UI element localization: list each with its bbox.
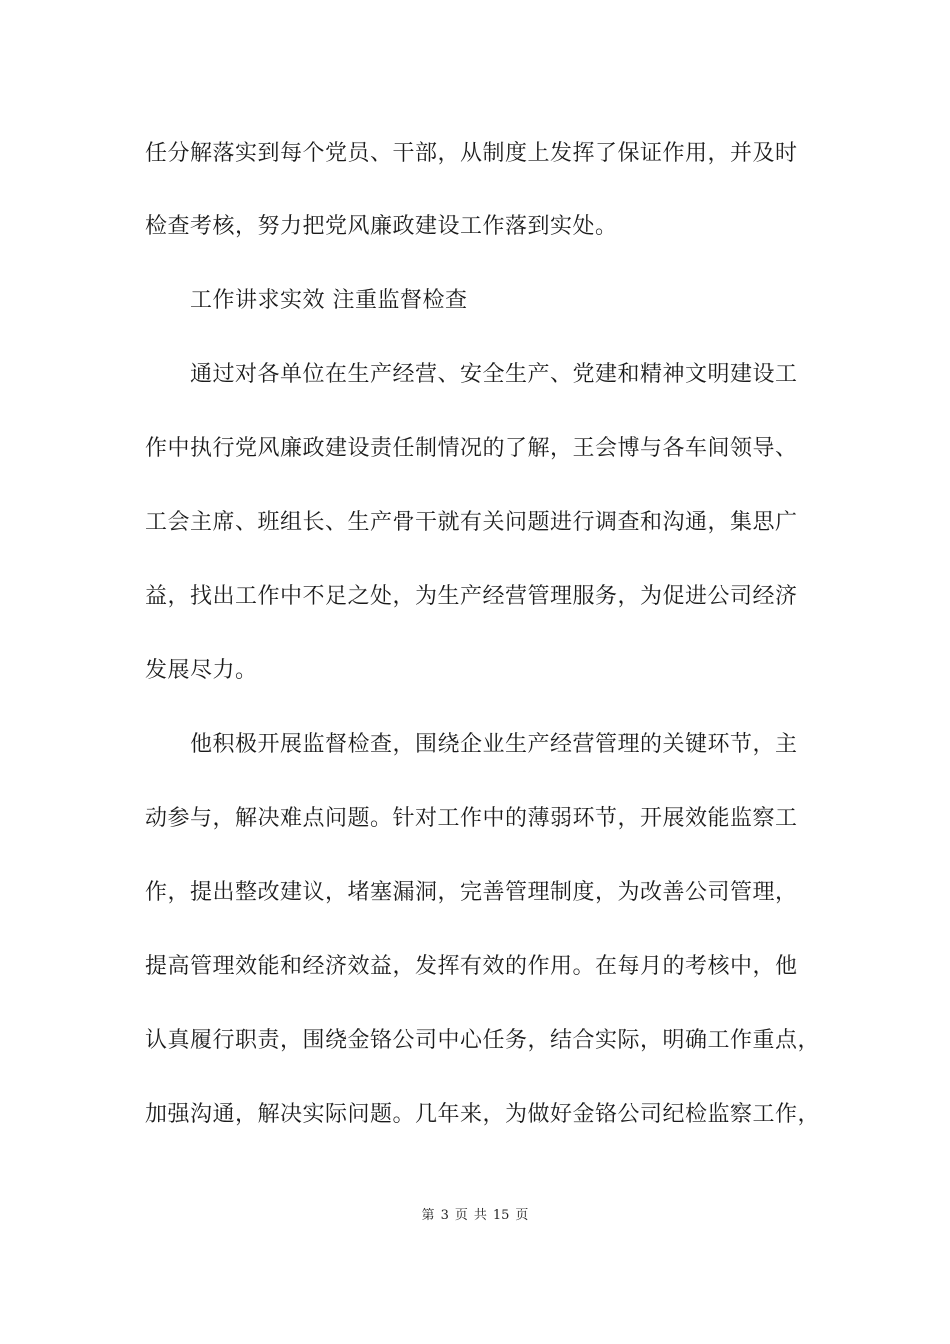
text-line: 提高管理效能和经济效益，发挥有效的作用。在每月的考核中，他 — [145, 954, 798, 979]
text-line: 任分解落实到每个党员、干部，从制度上发挥了保证作用，并及时 — [145, 141, 798, 166]
text-line: 他积极开展监督检查，围绕企业生产经营管理的关键环节，主 — [190, 732, 798, 757]
text-line: 加强沟通，解决实际问题。几年来，为做好金铬公司纪检监察工作， — [145, 1102, 821, 1127]
text-line: 工会主席、班组长、生产骨干就有关问题进行调查和沟通，集思广 — [145, 510, 798, 535]
text-line: 发展尽力。 — [145, 658, 258, 683]
text-line: 作中执行党风廉政建设责任制情况的了解，王会博与各车间领导、 — [145, 436, 798, 461]
page-number-footer — [0, 1207, 950, 1225]
current-page-number: 3 — [440, 1208, 449, 1223]
total-page-number: 15 — [492, 1208, 510, 1223]
footer-prefix: 第 — [421, 1208, 435, 1223]
text-line: 作，提出整改建议，堵塞漏洞，完善管理制度，为改善公司管理， — [145, 880, 798, 905]
footer-page-word: 页 — [454, 1208, 468, 1223]
section-heading: 工作讲求实效 注重监督检查 — [190, 288, 468, 313]
footer-suffix: 页 — [515, 1208, 529, 1223]
footer-total-word: 共 — [473, 1208, 487, 1223]
text-line: 检查考核，努力把党风廉政建设工作落到实处。 — [145, 214, 618, 239]
text-line: 通过对各单位在生产经营、安全生产、党建和精神文明建设工 — [190, 362, 798, 387]
text-line: 益，找出工作中不足之处，为生产经营管理服务，为促进公司经济 — [145, 584, 798, 609]
text-line: 动参与，解决难点问题。针对工作中的薄弱环节，开展效能监察工 — [145, 806, 798, 831]
text-line: 认真履行职责，围绕金铬公司中心任务，结合实际，明确工作重点， — [145, 1028, 821, 1053]
